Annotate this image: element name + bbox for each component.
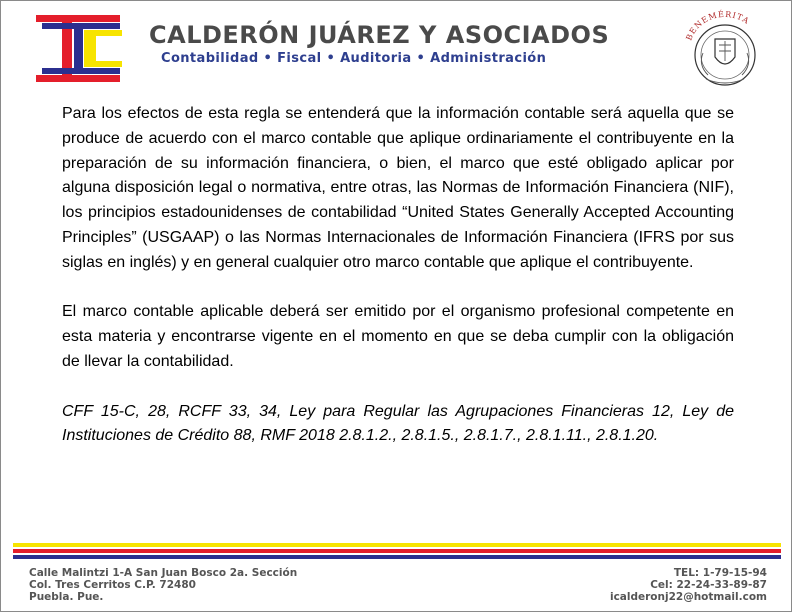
phone-number: TEL: 1-79-15-94 — [673, 567, 767, 579]
cell-number: Cel: 22-24-33-89-87 — [650, 579, 767, 591]
firm-logo-icon — [36, 15, 126, 83]
email-address[interactable]: icalderonj22@hotmail.com — [609, 591, 767, 603]
paragraph-framework: El marco contable aplicable deberá ser emitido por el organismo profesional competente en esta materia y encontrarse vigente en el momento en que se deba cumplir con la obligación de llevar la contabilidad. — [62, 303, 734, 370]
firm-name: CALDERÓN JUÁREZ Y ASOCIADOS — [149, 21, 610, 49]
firm-services: Contabilidad • Fiscal • Auditoria • Administración — [161, 51, 547, 66]
footer-stripes — [13, 543, 781, 561]
paragraph-definition: Para los efectos de esta regla se entenderá que la información contable será aquella que se produce de acuerdo con el marco contable que aplique ordinariamente el contribuyente en la preparación de su información financiera, o bien, el marco que esté obligado aplicar por alguna disposición legal o normativa, entre otras, las Normas de Información Financiera (NIF), los principios estadounidenses de contabilidad “United States Generally Accepted Accounting Principles” (USGAAP) o las Normas Internacionales de Información Financiera (IFRS por sus siglas en inglés) y en general cualquier otro marco contable que aplique el contribuyente. — [62, 105, 734, 271]
university-seal-icon — [678, 9, 772, 91]
rule-text — [62, 102, 734, 474]
footer-address — [29, 567, 389, 603]
footer-contact — [501, 567, 767, 603]
address-line: Calle Malintzi 1-A San Juan Bosco 2a. Sección — [29, 567, 298, 579]
address-line: Puebla. Pue. — [29, 591, 104, 603]
address-line: Col. Tres Cerritos C.P. 72480 — [29, 579, 196, 591]
seal-text: BENEMÉRITA — [684, 9, 752, 42]
legal-citations: CFF 15-C, 28, RCFF 33, 34, Ley para Regular las Agrupaciones Financieras 12, Ley de Instituciones de Crédito 88, RMF 2018 2.8.1.2., 2.8.1.5., 2.8.1.7., 2.8.1.11., 2.8.1.20. — [62, 402, 734, 445]
